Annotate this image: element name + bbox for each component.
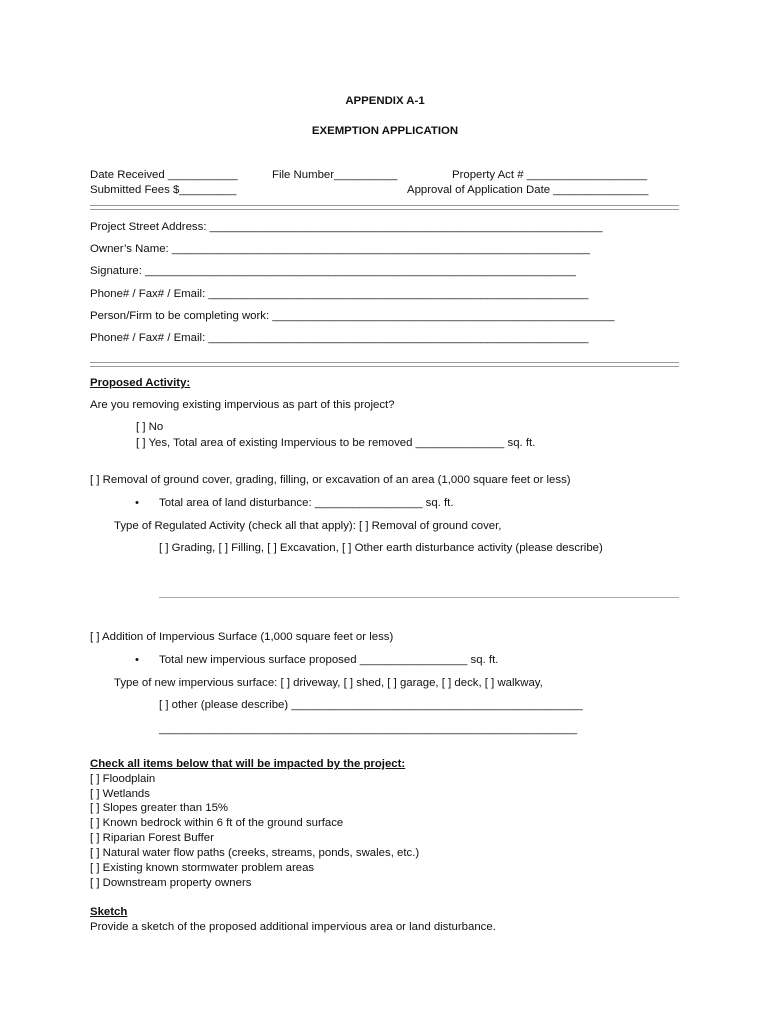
impact-item-slopes[interactable]: [ ] Slopes greater than 15% xyxy=(90,802,229,814)
other-describe-field[interactable]: [ ] other (please describe) ______________________________________________ xyxy=(159,699,583,711)
ground-cover-checkbox[interactable]: [ ] Removal of ground cover, grading, filling, or excavation of an area (1,000 square feet or less) xyxy=(90,474,571,486)
owner-contact-field[interactable]: Phone# / Fax# / Email: ____________________________________________________________ xyxy=(90,288,589,300)
property-act-field[interactable]: Property Act # ___________________ xyxy=(452,169,648,181)
bullet: • xyxy=(135,497,139,509)
describe-line[interactable] xyxy=(159,597,679,598)
project-address-field[interactable]: Project Street Address: ______________________________________________________________ xyxy=(90,221,603,233)
option-yes-checkbox[interactable]: [ ] Yes, Total area of existing Impervious to be removed ______________ sq. ft. xyxy=(136,437,536,449)
impact-item-stormwater[interactable]: [ ] Existing known stormwater problem areas xyxy=(90,862,315,874)
impact-item-wetlands[interactable]: [ ] Wetlands xyxy=(90,788,150,800)
approval-date-field[interactable]: Approval of Application Date _______________ xyxy=(407,184,649,196)
sketch-instructions: Provide a sketch of the proposed additional impervious area or land disturbance. xyxy=(90,921,496,933)
date-received-field[interactable]: Date Received ___________ xyxy=(90,169,238,181)
option-no-checkbox[interactable]: [ ] No xyxy=(136,421,164,433)
proposed-activity-heading: Proposed Activity: xyxy=(90,377,191,389)
impacts-heading: Check all items below that will be impacted by the project: xyxy=(90,758,406,770)
other-describe-continued[interactable]: __________________________________________________________________ xyxy=(159,723,578,735)
owner-name-field[interactable]: Owner’s Name: __________________________________________________________________ xyxy=(90,243,590,255)
land-disturbance-area-field[interactable]: Total area of land disturbance: _________________ sq. ft. xyxy=(159,497,454,509)
impact-item-bedrock[interactable]: [ ] Known bedrock within 6 ft of the ground surface xyxy=(90,817,344,829)
regulated-activity-options[interactable]: [ ] Grading, [ ] Filling, [ ] Excavation, [ ] Other earth disturbance activity (please describe) xyxy=(159,542,603,554)
section-divider xyxy=(90,362,679,367)
contractor-contact-field[interactable]: Phone# / Fax# / Email: ____________________________________________________________ xyxy=(90,332,589,344)
impact-item-downstream[interactable]: [ ] Downstream property owners xyxy=(90,877,252,889)
regulated-activity-type-line[interactable]: Type of Regulated Activity (check all that apply): [ ] Removal of ground cover, xyxy=(114,520,502,532)
submitted-fees-field[interactable]: Submitted Fees $_________ xyxy=(90,184,237,196)
file-number-field[interactable]: File Number__________ xyxy=(272,169,398,181)
impact-item-floodplain[interactable]: [ ] Floodplain xyxy=(90,773,156,785)
impervious-addition-checkbox[interactable]: [ ] Addition of Impervious Surface (1,000 square feet or less) xyxy=(90,631,394,643)
new-impervious-area-field[interactable]: Total new impervious surface proposed _________________ sq. ft. xyxy=(159,654,499,666)
impact-item-water-flow[interactable]: [ ] Natural water flow paths (creeks, streams, ponds, swales, etc.) xyxy=(90,847,420,859)
section-divider xyxy=(90,205,679,210)
sketch-heading: Sketch xyxy=(90,906,128,918)
impervious-removal-question: Are you removing existing impervious as part of this project? xyxy=(90,399,395,411)
impervious-type-line[interactable]: Type of new impervious surface: [ ] driveway, [ ] shed, [ ] garage, [ ] deck, [ ] walkway, xyxy=(114,677,543,689)
page-title: APPENDIX A-1 xyxy=(345,95,425,107)
signature-field[interactable]: Signature: ____________________________________________________________________ xyxy=(90,265,576,277)
impact-item-riparian-buffer[interactable]: [ ] Riparian Forest Buffer xyxy=(90,832,214,844)
page-subtitle: EXEMPTION APPLICATION xyxy=(311,125,459,137)
contractor-field[interactable]: Person/Firm to be completing work: ______________________________________________________ xyxy=(90,310,615,322)
bullet: • xyxy=(135,654,139,666)
